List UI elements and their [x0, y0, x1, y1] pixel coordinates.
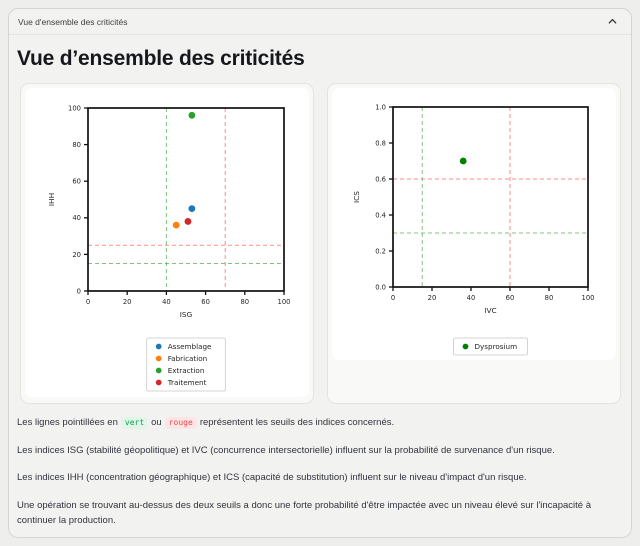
chevron-up-icon[interactable] [607, 16, 618, 27]
y-tick-label: 0.4 [374, 211, 386, 220]
x-tick-label: 80 [239, 298, 249, 306]
y-tick-label: 40 [71, 214, 81, 223]
legend-label-dysprosium: Dysprosium [474, 342, 517, 352]
scatter-point-extraction [188, 112, 195, 119]
code-chip-vert: vert [121, 417, 148, 429]
note-thresholds-suffix: représentent les seuils des indices concernés. [199, 417, 395, 428]
x-tick-label: 40 [466, 294, 475, 302]
note-probability-indices: Les indices ISG (stabilité géopolitique) et IVC (concurrence intersectorielle) influent sur la probabilité de survenance d'un risque. [17, 444, 555, 456]
code-chip-rouge: rouge [165, 417, 197, 429]
note-thresholds [17, 416, 623, 431]
x-tick-label: 20 [427, 294, 436, 302]
scatter-point-fabrication [172, 222, 179, 229]
x-tick-label: 0 [390, 294, 395, 302]
y-tick-label: 60 [71, 177, 81, 186]
legend-marker-extraction [155, 368, 161, 374]
x-tick-label: 60 [505, 294, 514, 302]
legend-label-extraction: Extraction [167, 366, 204, 376]
note-thresholds-or: ou [151, 417, 162, 428]
expander-label: Vue d'ensemble des criticités [18, 16, 128, 27]
note-conclusion: Une opération se trouvant au-dessus des deux seuils a donc une forte probabilité d'être impactée avec un niveau élevé sur l'incapacité à continuer la production. [17, 500, 591, 526]
note-thresholds-prefix: Les lignes pointillées en [17, 417, 118, 428]
scatter-point-assemblage [188, 205, 195, 212]
legend-marker-fabrication [155, 356, 161, 362]
scatter-point-traitement [184, 218, 191, 225]
material-criticality-chart [333, 88, 616, 358]
legend-label-traitement: Traitement [167, 378, 206, 388]
y-tick-label: 0.8 [374, 139, 386, 148]
y-tick-label: 80 [71, 141, 81, 149]
x-tick-label: 20 [122, 298, 132, 306]
y-axis-label: ICS [351, 190, 361, 204]
legend-label-assemblage: Assemblage [167, 342, 211, 352]
page-title: Vue d’ensemble des criticités [17, 47, 305, 70]
operations-chart-figure [25, 88, 309, 397]
legend-marker-assemblage [155, 344, 161, 350]
x-tick-label: 80 [544, 294, 553, 302]
y-tick-label: 1.0 [374, 103, 386, 112]
y-tick-label: 0.6 [374, 175, 386, 184]
operations-criticality-chart [26, 88, 309, 396]
plot-border [393, 107, 588, 287]
y-tick-label: 0 [76, 287, 81, 296]
scatter-point-dysprosium [459, 158, 466, 165]
material-chart-figure [332, 88, 616, 360]
legend-label-fabrication: Fabrication [167, 354, 207, 364]
note-impact-indices: Les indices IHH (concentration géographique) et ICS (capacité de substitution) influent sur le niveau d'impact d'un risque. [17, 472, 527, 484]
y-tick-label: 20 [71, 250, 81, 259]
x-tick-label: 60 [200, 298, 210, 306]
operations-chart-card [20, 83, 314, 404]
x-axis-label: IVC [483, 306, 497, 315]
notes [9, 404, 631, 529]
expander-header[interactable] [9, 9, 631, 35]
x-tick-label: 40 [161, 298, 171, 306]
legend-marker-dysprosium [462, 344, 468, 350]
x-tick-label: 0 [85, 298, 90, 306]
y-axis-label: IHH [46, 192, 56, 207]
x-axis-label: ISG [179, 310, 192, 319]
y-tick-label: 100 [67, 104, 81, 113]
x-tick-label: 100 [277, 298, 290, 306]
y-tick-label: 0.0 [374, 283, 386, 292]
x-tick-label: 100 [581, 294, 594, 302]
charts-row [9, 83, 631, 404]
criticality-overview-panel [8, 8, 632, 538]
legend-marker-traitement [155, 380, 161, 386]
y-tick-label: 0.2 [374, 247, 386, 256]
material-chart-card [327, 83, 621, 404]
